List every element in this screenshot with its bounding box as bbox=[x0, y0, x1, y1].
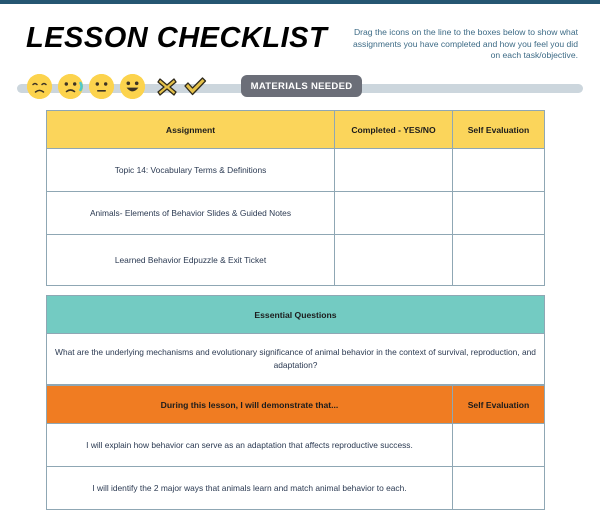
table-row bbox=[47, 424, 545, 467]
materials-needed-label: MATERIALS NEEDED bbox=[250, 80, 353, 92]
assignment-cell: Animals- Elements of Behavior Slides & Guided Notes bbox=[47, 192, 335, 235]
x-mark-icon[interactable] bbox=[155, 75, 179, 99]
self-eval-drop-zone[interactable] bbox=[453, 149, 545, 192]
draggable-icon-strip bbox=[0, 74, 600, 102]
assignments-table bbox=[46, 110, 545, 286]
column-header-essential-questions: Essential Questions bbox=[47, 296, 545, 334]
self-eval-drop-zone[interactable] bbox=[453, 192, 545, 235]
check-mark-icon[interactable] bbox=[183, 75, 207, 99]
completed-drop-zone[interactable] bbox=[335, 149, 453, 192]
materials-needed-pill[interactable] bbox=[241, 75, 362, 97]
table-row bbox=[47, 334, 545, 385]
sad-face-icon[interactable] bbox=[27, 74, 52, 99]
completed-drop-zone[interactable] bbox=[335, 235, 453, 286]
objective-cell: I will identify the 2 major ways that animals learn and match animal behavior to each. bbox=[47, 467, 453, 510]
column-header-assignment: Assignment bbox=[47, 111, 335, 149]
objectives-table bbox=[46, 385, 545, 510]
table-row bbox=[47, 467, 545, 510]
table-header-row bbox=[47, 296, 545, 334]
table-row bbox=[47, 235, 545, 286]
table-header-row bbox=[47, 386, 545, 424]
completed-drop-zone[interactable] bbox=[335, 192, 453, 235]
self-eval-drop-zone[interactable] bbox=[453, 424, 545, 467]
table-header-row bbox=[47, 111, 545, 149]
essential-question-cell: What are the underlying mechanisms and evolutionary significance of animal behavior in the context of survival, reproduction, and adaptation? bbox=[47, 334, 545, 385]
table-row bbox=[47, 192, 545, 235]
worried-face-icon[interactable] bbox=[58, 74, 83, 99]
instructions-text: Drag the icons on the line to the boxes below to show what assignments you have completed and how you feel you did on each task/objective. bbox=[352, 27, 578, 61]
column-header-self-evaluation: Self Evaluation bbox=[453, 111, 545, 149]
essential-questions-table bbox=[46, 295, 545, 385]
page-header bbox=[0, 22, 600, 70]
objective-cell: I will explain how behavior can serve as an adaptation that affects reproductive success. bbox=[47, 424, 453, 467]
assignment-cell: Learned Behavior Edpuzzle & Exit Ticket bbox=[47, 235, 335, 286]
column-header-completed: Completed - YES/NO bbox=[335, 111, 453, 149]
column-header-self-evaluation: Self Evaluation bbox=[453, 386, 545, 424]
page-title: LESSON CHECKLIST bbox=[26, 22, 328, 54]
self-eval-drop-zone[interactable] bbox=[453, 235, 545, 286]
happy-face-icon[interactable] bbox=[120, 74, 145, 99]
top-accent-bar bbox=[0, 0, 600, 4]
column-header-objective: During this lesson, I will demonstrate that... bbox=[47, 386, 453, 424]
neutral-face-icon[interactable] bbox=[89, 74, 114, 99]
self-eval-drop-zone[interactable] bbox=[453, 467, 545, 510]
assignment-cell: Topic 14: Vocabulary Terms & Definitions bbox=[47, 149, 335, 192]
table-row bbox=[47, 149, 545, 192]
